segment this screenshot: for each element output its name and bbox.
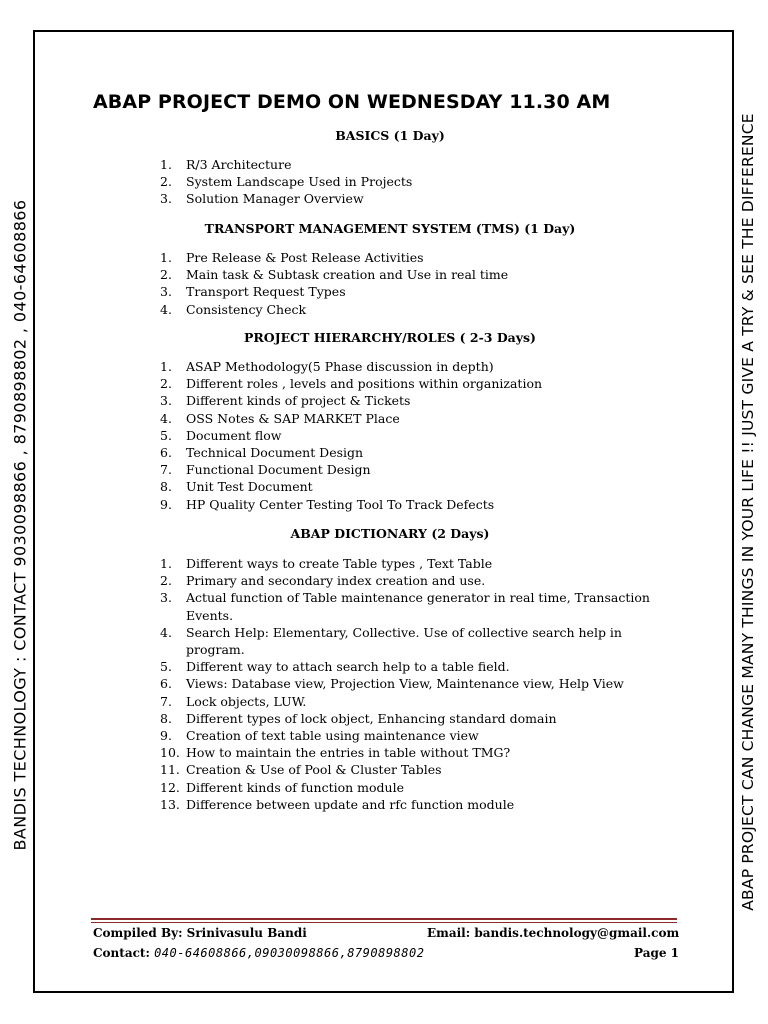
list-item [160, 156, 671, 173]
item-number: 2. [160, 376, 172, 392]
item-number: 2. [160, 573, 172, 589]
item-text: Transport Request Types [186, 284, 346, 300]
list-item [160, 410, 671, 427]
section-heading-abap-dictionary: ABAP DICTIONARY (2 Days) [290, 526, 490, 541]
item-text: Document flow [186, 427, 282, 443]
item-text: Unit Test Document [186, 479, 313, 495]
page-title: ABAP PROJECT DEMO ON WEDNESDAY 11.30 AM [93, 91, 611, 113]
side-contact-banner: BANDIS TECHNOLOGY : CONTACT 9030098866 , 8790898802 , 040-64608866 [10, 199, 30, 851]
item-number: 6. [160, 445, 172, 461]
item-number: 5. [160, 659, 172, 675]
footer-contact [93, 946, 424, 960]
item-number: 8. [160, 710, 172, 726]
list-item [160, 444, 671, 461]
list-item [160, 173, 671, 190]
item-number: 1. [160, 556, 172, 571]
section-list-basics [160, 156, 671, 208]
list-item [160, 478, 671, 495]
item-number: 2. [160, 267, 172, 283]
item-text: HP Quality Center Testing Tool To Track Defects [186, 496, 495, 512]
item-text: Different kinds of function module [186, 779, 404, 795]
item-number: 5. [160, 427, 172, 443]
item-number: 12. [160, 779, 180, 795]
item-number: 7. [160, 693, 172, 709]
list-item [160, 249, 671, 266]
item-text: Primary and secondary index creation and use. [186, 573, 486, 589]
section-heading-tms: TRANSPORT MANAGEMENT SYSTEM (TMS) (1 Day) [204, 221, 576, 236]
item-number: 13. [160, 796, 180, 812]
item-number: 1. [160, 250, 172, 265]
section-list-tms [160, 249, 671, 318]
item-number: 4. [160, 624, 172, 640]
section-list-abap-dictionary [160, 555, 671, 813]
footer-divider [91, 918, 677, 920]
item-text: ASAP Methodology(5 Phase discussion in depth) [186, 359, 494, 374]
item-text: Main task & Subtask creation and Use in real time [186, 267, 509, 283]
list-item [160, 266, 671, 283]
item-number: 4. [160, 410, 172, 426]
list-item [160, 744, 671, 761]
item-text: Pre Release & Post Release Activities [186, 250, 424, 265]
item-number: 7. [160, 462, 172, 478]
item-number: 3. [160, 284, 172, 300]
list-item [160, 392, 671, 409]
list-item [160, 693, 671, 710]
item-number: 4. [160, 301, 172, 317]
item-number: 1. [160, 359, 172, 374]
item-number: 10. [160, 745, 180, 761]
item-number: 3. [160, 393, 172, 409]
list-item [160, 675, 671, 692]
item-text: Solution Manager Overview [186, 191, 364, 207]
list-item [160, 301, 671, 318]
list-item [160, 375, 671, 392]
list-item [160, 358, 671, 375]
footer-contact-label: Contact: [93, 946, 150, 960]
item-text: Creation & Use of Pool & Cluster Tables [186, 762, 442, 778]
item-number: 3. [160, 590, 172, 606]
item-text: Different kinds of project & Tickets [186, 393, 411, 409]
item-text: R/3 Architecture [186, 157, 292, 172]
item-number: 8. [160, 479, 172, 495]
item-text: Different types of lock object, Enhancing standard domain [186, 710, 557, 726]
item-number: 3. [160, 191, 172, 207]
side-slogan-banner: ABAP PROJECT CAN CHANGE MANY THINGS IN YOUR LIFE !! JUST GIVE A TRY & SEE THE DIFFERENCE [739, 113, 757, 911]
footer-email: Email: bandis.technology@gmail.com [427, 926, 680, 940]
footer-contact-numbers: 040-64608866,09030098866,8790898802 [154, 946, 425, 960]
list-item [160, 761, 671, 778]
section-heading-project-hierarchy: PROJECT HIERARCHY/ROLES ( 2-3 Days) [244, 330, 536, 345]
list-item [160, 589, 671, 623]
item-text: Views: Database view, Projection View, Maintenance view, Help View [186, 676, 624, 692]
item-number: 6. [160, 676, 172, 692]
list-item [160, 779, 671, 796]
list-item [160, 190, 671, 207]
item-text: Consistency Check [186, 301, 307, 317]
list-item [160, 555, 671, 572]
item-number: 9. [160, 496, 172, 512]
item-text: Different roles , levels and positions within organization [186, 376, 543, 392]
list-item [160, 658, 671, 675]
section-list-project-hierarchy [160, 358, 671, 513]
list-item [160, 624, 671, 658]
item-number: 1. [160, 157, 172, 172]
item-text: System Landscape Used in Projects [186, 174, 413, 190]
item-text: Different way to attach search help to a table field. [186, 659, 510, 675]
footer-page-number: Page 1 [634, 946, 680, 960]
item-text: How to maintain the entries in table without TMG? [186, 745, 511, 761]
item-text: OSS Notes & SAP MARKET Place [186, 410, 400, 426]
item-number: 9. [160, 728, 172, 744]
item-text: Functional Document Design [186, 462, 371, 478]
list-item [160, 427, 671, 444]
item-text: Difference between update and rfc function module [186, 796, 515, 812]
item-text: Different ways to create Table types , Text Table [186, 556, 493, 571]
list-item [160, 283, 671, 300]
item-text: Search Help: Elementary, Collective. Use of collective search help in program. [186, 624, 622, 658]
item-text: Creation of text table using maintenance view [186, 728, 479, 744]
footer-divider-thin [91, 922, 677, 923]
list-item [160, 710, 671, 727]
item-number: 2. [160, 174, 172, 190]
list-item [160, 796, 671, 813]
item-text: Technical Document Design [186, 445, 364, 461]
list-item [160, 727, 671, 744]
list-item [160, 496, 671, 513]
footer-compiled-by: Compiled By: Srinivasulu Bandi [93, 926, 307, 940]
list-item [160, 461, 671, 478]
item-text: Lock objects, LUW. [186, 693, 307, 709]
item-text: Actual function of Table maintenance generator in real time, Transaction Events. [186, 590, 650, 623]
list-item [160, 572, 671, 589]
item-number: 11. [160, 762, 180, 778]
section-heading-basics: BASICS (1 Day) [335, 128, 445, 143]
